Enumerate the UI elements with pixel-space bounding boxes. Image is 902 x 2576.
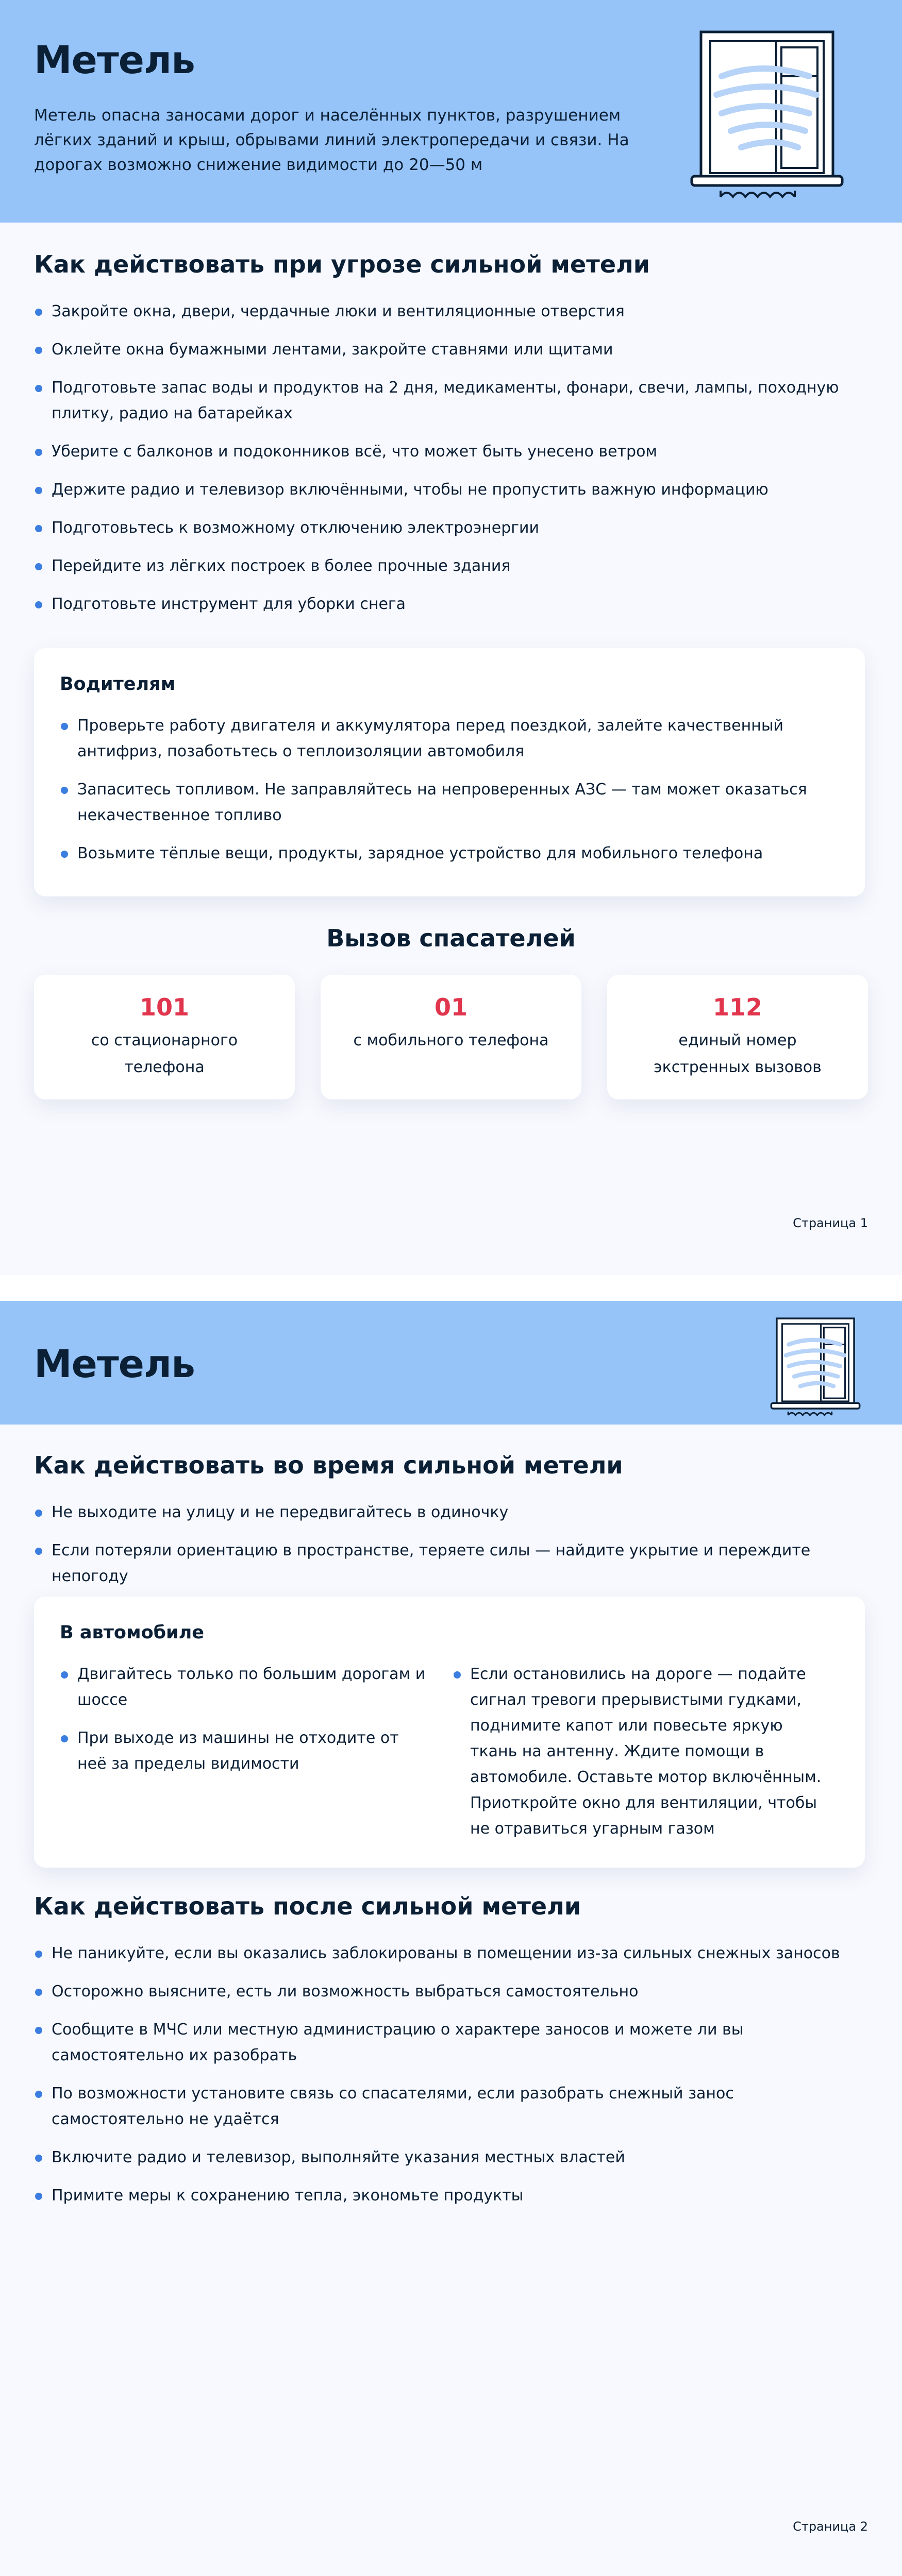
list-item: Двигайтесь только по большим дорогам и шоссе (60, 1662, 431, 1713)
list-item: Включите радио и телевизор, выполняйте указания местных властей (34, 2145, 869, 2171)
page-2 (0, 1301, 902, 2576)
list-item: Оклейте окна бумажными лентами, закройте ставнями или щитами (34, 337, 869, 363)
emergency-label: единый номер экстренных вызовов (654, 1031, 822, 1076)
during-list (34, 1500, 869, 1602)
list-item: Сообщите в МЧС или местную администрацию о характере заносов и можете ли вы самостоятельно их разобрать (34, 2017, 869, 2069)
page-number: Страница 1 (793, 1216, 868, 1230)
threat-list (34, 299, 869, 630)
emergency-label: со стационарного телефона (91, 1031, 238, 1076)
in-car-card (34, 1597, 865, 1868)
list-item: Не выходите на улицу и не передвигайтесь в одиночку (34, 1500, 869, 1526)
list-item: Перейдите из лёгких построек в более прочные здания (34, 553, 869, 579)
list-item: Подготовьтесь к возможному отключению электроэнергии (34, 515, 869, 541)
list-item: Проверьте работу двигателя и аккумулятора перед поездкой, залейте качественный антифриз, позаботьтесь о теплоизоляции автомобиля (60, 713, 833, 765)
emergency-label: с мобильного телефона (353, 1031, 549, 1049)
emergency-card-mobile (321, 975, 581, 1099)
page-description: Метель опасна заносами дорог и населённых пунктов, разрушением лёгких зданий и крыш, обрывами линий электропередачи и связи. На дорогах возможно снижение видимости до 20—50 м (34, 106, 629, 174)
threat-section-title: Как действовать при угрозе сильной метели (34, 250, 650, 278)
list-item: Возьмите тёплые вещи, продукты, зарядное устройство для мобильного телефона (60, 841, 833, 867)
page-2-header (0, 1301, 902, 1425)
snowstorm-window-icon (690, 27, 844, 202)
list-item: Не паникуйте, если вы оказались заблокированы в помещении из-за сильных снежных заносов (34, 1941, 869, 1967)
list-item: Запаситесь топливом. Не заправляйтесь на непроверенных АЗС — там может оказаться некачественное топливо (60, 777, 833, 828)
page-1-header (0, 0, 902, 223)
in-car-list-left (60, 1662, 431, 1789)
emergency-number: 01 (434, 993, 467, 1021)
during-section-title: Как действовать во время сильной метели (34, 1451, 623, 1479)
page-title: Метель (34, 1342, 195, 1386)
page-title: Метель (34, 38, 195, 82)
list-item: По возможности установите связь со спасателями, если разобрать снежный занос самостоятельно не удаётся (34, 2081, 869, 2132)
drivers-card (34, 648, 865, 896)
list-item: При выходе из машины не отходите от неё за пределы видимости (60, 1725, 431, 1777)
list-item: Примите меры к сохранению тепла, экономьте продукты (34, 2183, 869, 2209)
in-car-card-title: В автомобиле (60, 1622, 204, 1643)
emergency-number: 101 (139, 993, 190, 1021)
list-item: Уберите с балконов и подоконников всё, что может быть унесено ветром (34, 439, 869, 465)
page-1 (0, 0, 902, 1275)
drivers-card-title: Водителям (60, 674, 176, 694)
page-number: Страница 2 (793, 2519, 868, 2534)
emergency-number: 112 (712, 993, 763, 1021)
list-item: Подготовьте инструмент для уборки снега (34, 591, 869, 617)
emergency-card-landline (34, 975, 295, 1099)
after-list (34, 1941, 869, 2221)
emergency-card-unified (607, 975, 868, 1099)
list-item: Если потеряли ориентацию в пространстве, теряете силы — найдите укрытие и переждите непогоду (34, 1538, 869, 1589)
list-item: Подготовьте запас воды и продуктов на 2 дня, медикаменты, фонари, свечи, лампы, походную плитку, радио на батарейках (34, 375, 869, 427)
list-item: Если остановились на дороге — подайте сигнал тревоги прерывистыми гудками, поднимите капот или повесьте яркую ткань на антенну. Ждите помощи в автомобиле. Оставьте мотор включённым. Приоткройте окно для вентиляции, чтобы не отравиться угарным газом (453, 1662, 834, 1842)
rescue-section-title: Вызов спасателей (326, 924, 576, 952)
snowstorm-window-icon (770, 1315, 861, 1418)
list-item: Закройте окна, двери, чердачные люки и вентиляционные отверстия (34, 299, 869, 325)
drivers-list (60, 713, 833, 879)
in-car-list-right (453, 1662, 834, 1854)
list-item: Осторожно выясните, есть ли возможность выбраться самостоятельно (34, 1979, 869, 2005)
list-item: Держите радио и телевизор включёнными, чтобы не пропустить важную информацию (34, 477, 869, 503)
after-section-title: Как действовать после сильной метели (34, 1892, 581, 1920)
